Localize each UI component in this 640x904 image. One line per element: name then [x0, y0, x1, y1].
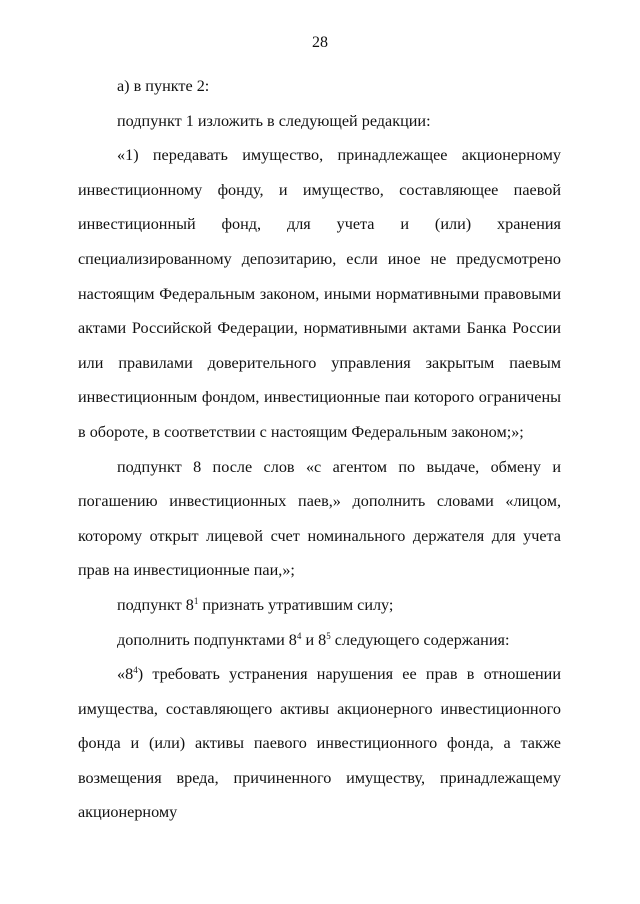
text-fragment: подпункт 8: [117, 595, 194, 614]
paragraph-subpoint-8: подпункт 8 после слов «с агентом по выдаче, обмену и погашению инвестиционных паев,» дополнить словами «лицом, которому открыт лицевой счет номинального держателя для учета прав на инвестиционные паи,»;: [78, 457, 561, 580]
document-body: [78, 69, 561, 830]
paragraph-a-point-2: а) в пункте 2:: [117, 77, 210, 95]
superscript: 4: [133, 665, 138, 676]
superscript: 4: [296, 630, 302, 641]
superscript: 1: [193, 595, 199, 606]
paragraph-subpoint-1-header: подпункт 1 изложить в следующей редакции:: [117, 111, 431, 130]
text-fragment: дополнить подпунктами 8: [117, 630, 297, 649]
text-fragment: следующего содержания:: [330, 630, 510, 649]
paragraph-subpoint-8-1: [78, 588, 561, 623]
text-fragment: и 8: [301, 630, 327, 649]
text-fragment: признать утратившим силу;: [198, 595, 394, 614]
paragraph-subpoint-8-4: [78, 657, 561, 830]
superscript: 5: [326, 630, 331, 641]
paragraph-subpoint-1-text: «1) передавать имущество, принадлежащее акционерному инвестиционному фонду, и имущество, составляющее паевой инвестиционный фонд, для учета и (или) хранения специализированному депозитарию, если иное не предусмотрено настоящим Федеральным законом, иными нормативными правовыми актами Российской Федерации, нормативными актами Банка России или правилами доверительного управления закрытым паевым инвестиционным фондом, инвестиционные паи которого ограничены в обороте, в соответствии с настоящим Федеральным законом;»;: [78, 146, 561, 441]
text-fragment: ) требовать устранения нарушения ее прав в отношении имущества, составляющего активы акционерного инвестиционного фонда и (или) активы паевого инвестиционного фонда, а также возмещения вреда, причиненного имуществу, принадлежащему акционерному: [78, 665, 561, 822]
paragraph-add-subpoints: [78, 623, 561, 658]
page-number: 28: [312, 34, 328, 51]
text-fragment: «8: [117, 665, 134, 684]
